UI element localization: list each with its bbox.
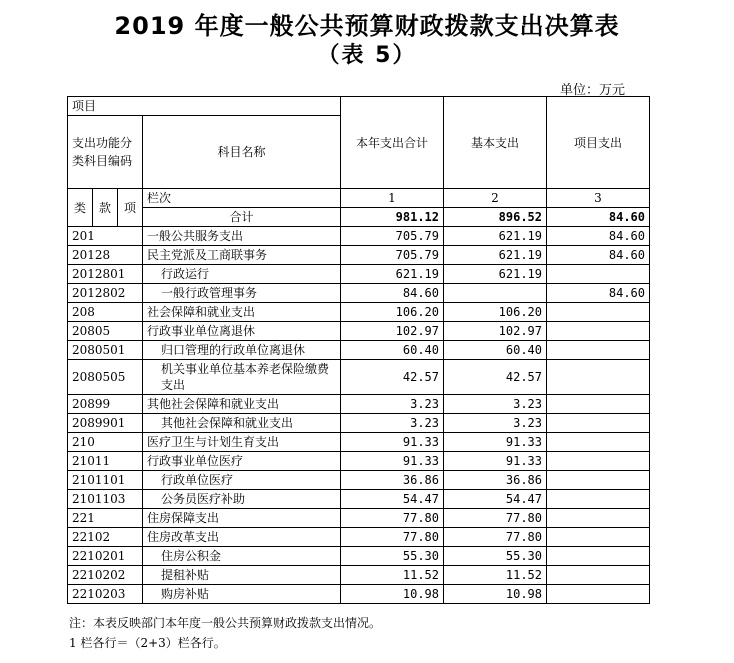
row-total: 621.19 [341, 265, 444, 284]
row-project [547, 585, 650, 604]
table-row [68, 265, 650, 284]
header-lanci: 栏次 [143, 189, 341, 208]
row-name: 行政事业单位离退休 [143, 322, 341, 341]
table-row [68, 360, 650, 395]
row-basic [444, 284, 547, 303]
row-project [547, 414, 650, 433]
table-row [68, 227, 650, 246]
row-total: 42.57 [341, 360, 444, 395]
row-project [547, 322, 650, 341]
sum-total: 981.12 [341, 208, 444, 227]
table-row [68, 509, 650, 528]
row-name: 机关事业单位基本养老保险缴费支出 [143, 360, 341, 395]
row-basic: 11.52 [444, 566, 547, 585]
row-project [547, 395, 650, 414]
row-total: 91.33 [341, 433, 444, 452]
row-code: 20805 [68, 322, 143, 341]
row-name: 行政运行 [143, 265, 341, 284]
row-project [547, 360, 650, 395]
table-row [68, 471, 650, 490]
row-code: 21011 [68, 452, 143, 471]
row-basic: 77.80 [444, 528, 547, 547]
row-name: 住房改革支出 [143, 528, 341, 547]
table-row [68, 433, 650, 452]
row-name: 民主党派及工商联事务 [143, 246, 341, 265]
row-total: 77.80 [341, 509, 444, 528]
report-title: 2019 年度一般公共预算财政拨款支出决算表 [114, 12, 620, 40]
table-row [68, 585, 650, 604]
row-code: 2210203 [68, 585, 143, 604]
row-project: 84.60 [547, 284, 650, 303]
row-name: 社会保障和就业支出 [143, 303, 341, 322]
row-code: 210 [68, 433, 143, 452]
row-project [547, 471, 650, 490]
row-total: 84.60 [341, 284, 444, 303]
footnote-2: 1 栏各行＝（2+3）栏各行。 [69, 636, 226, 650]
row-code: 20128 [68, 246, 143, 265]
sum-label: 合计 [143, 208, 341, 227]
table-row [68, 341, 650, 360]
row-name: 其他社会保障和就业支出 [143, 395, 341, 414]
col-num-1: 1 [341, 189, 444, 208]
row-name: 住房保障支出 [143, 509, 341, 528]
table-row [68, 490, 650, 509]
header-total: 本年支出合计 [341, 97, 444, 189]
row-basic: 3.23 [444, 414, 547, 433]
row-total: 3.23 [341, 414, 444, 433]
row-name: 一般行政管理事务 [143, 284, 341, 303]
row-project [547, 433, 650, 452]
header-code: 支出功能分类科目编码 [68, 116, 143, 189]
header-xiang: 项 [118, 189, 143, 227]
row-name: 行政事业单位医疗 [143, 452, 341, 471]
row-total: 55.30 [341, 547, 444, 566]
row-name: 一般公共服务支出 [143, 227, 341, 246]
row-basic: 54.47 [444, 490, 547, 509]
row-basic: 621.19 [444, 246, 547, 265]
row-code: 2012801 [68, 265, 143, 284]
expenditure-table [67, 96, 650, 604]
row-basic: 3.23 [444, 395, 547, 414]
header-kuan: 款 [93, 189, 118, 227]
row-project: 84.60 [547, 246, 650, 265]
table-row [68, 322, 650, 341]
row-code: 2089901 [68, 414, 143, 433]
table-row [68, 395, 650, 414]
sum-basic: 896.52 [444, 208, 547, 227]
row-total: 54.47 [341, 490, 444, 509]
row-name: 提租补贴 [143, 566, 341, 585]
row-code: 20899 [68, 395, 143, 414]
row-name: 医疗卫生与计划生育支出 [143, 433, 341, 452]
table-row [68, 246, 650, 265]
row-project: 84.60 [547, 227, 650, 246]
row-total: 60.40 [341, 341, 444, 360]
row-total: 11.52 [341, 566, 444, 585]
header-name: 科目名称 [143, 116, 341, 189]
row-total: 102.97 [341, 322, 444, 341]
row-total: 705.79 [341, 246, 444, 265]
table-row [68, 303, 650, 322]
unit-label: 单位：万元 [560, 83, 626, 98]
row-basic: 60.40 [444, 341, 547, 360]
row-project [547, 452, 650, 471]
row-basic: 621.19 [444, 265, 547, 284]
header-lei: 类 [68, 189, 93, 227]
row-basic: 621.19 [444, 227, 547, 246]
row-code: 2080505 [68, 360, 143, 395]
row-code: 201 [68, 227, 143, 246]
row-total: 36.86 [341, 471, 444, 490]
row-total: 91.33 [341, 452, 444, 471]
report-subtitle: （表 5） [317, 43, 417, 68]
row-name: 公务员医疗补助 [143, 490, 341, 509]
row-total: 106.20 [341, 303, 444, 322]
row-name: 行政单位医疗 [143, 471, 341, 490]
row-project [547, 303, 650, 322]
table-row [68, 547, 650, 566]
header-project: 项目支出 [547, 97, 650, 189]
row-total: 77.80 [341, 528, 444, 547]
row-basic: 106.20 [444, 303, 547, 322]
row-total: 10.98 [341, 585, 444, 604]
footnote-1: 注：本表反映部门本年度一般公共预算财政拨款支出情况。 [69, 616, 382, 630]
row-code: 221 [68, 509, 143, 528]
row-project [547, 547, 650, 566]
row-code: 2101101 [68, 471, 143, 490]
sum-project: 84.60 [547, 208, 650, 227]
row-project [547, 509, 650, 528]
row-basic: 91.33 [444, 452, 547, 471]
row-project [547, 490, 650, 509]
col-num-2: 2 [444, 189, 547, 208]
row-code: 2210201 [68, 547, 143, 566]
row-basic: 91.33 [444, 433, 547, 452]
row-project [547, 566, 650, 585]
row-basic: 77.80 [444, 509, 547, 528]
row-code: 2012802 [68, 284, 143, 303]
row-name: 住房公积金 [143, 547, 341, 566]
row-project [547, 528, 650, 547]
row-code: 2080501 [68, 341, 143, 360]
header-basic: 基本支出 [444, 97, 547, 189]
row-code: 2101103 [68, 490, 143, 509]
row-project [547, 265, 650, 284]
row-basic: 36.86 [444, 471, 547, 490]
col-num-3: 3 [547, 189, 650, 208]
row-project [547, 341, 650, 360]
table-row [68, 566, 650, 585]
row-total: 3.23 [341, 395, 444, 414]
row-basic: 102.97 [444, 322, 547, 341]
row-name: 归口管理的行政单位离退休 [143, 341, 341, 360]
header-item: 项目 [68, 97, 341, 116]
row-basic: 55.30 [444, 547, 547, 566]
row-total: 705.79 [341, 227, 444, 246]
row-basic: 10.98 [444, 585, 547, 604]
row-name: 购房补贴 [143, 585, 341, 604]
table-row [68, 528, 650, 547]
row-code: 2210202 [68, 566, 143, 585]
row-basic: 42.57 [444, 360, 547, 395]
row-name: 其他社会保障和就业支出 [143, 414, 341, 433]
row-code: 208 [68, 303, 143, 322]
table-row [68, 414, 650, 433]
row-code: 22102 [68, 528, 143, 547]
table-row [68, 284, 650, 303]
table-row [68, 452, 650, 471]
